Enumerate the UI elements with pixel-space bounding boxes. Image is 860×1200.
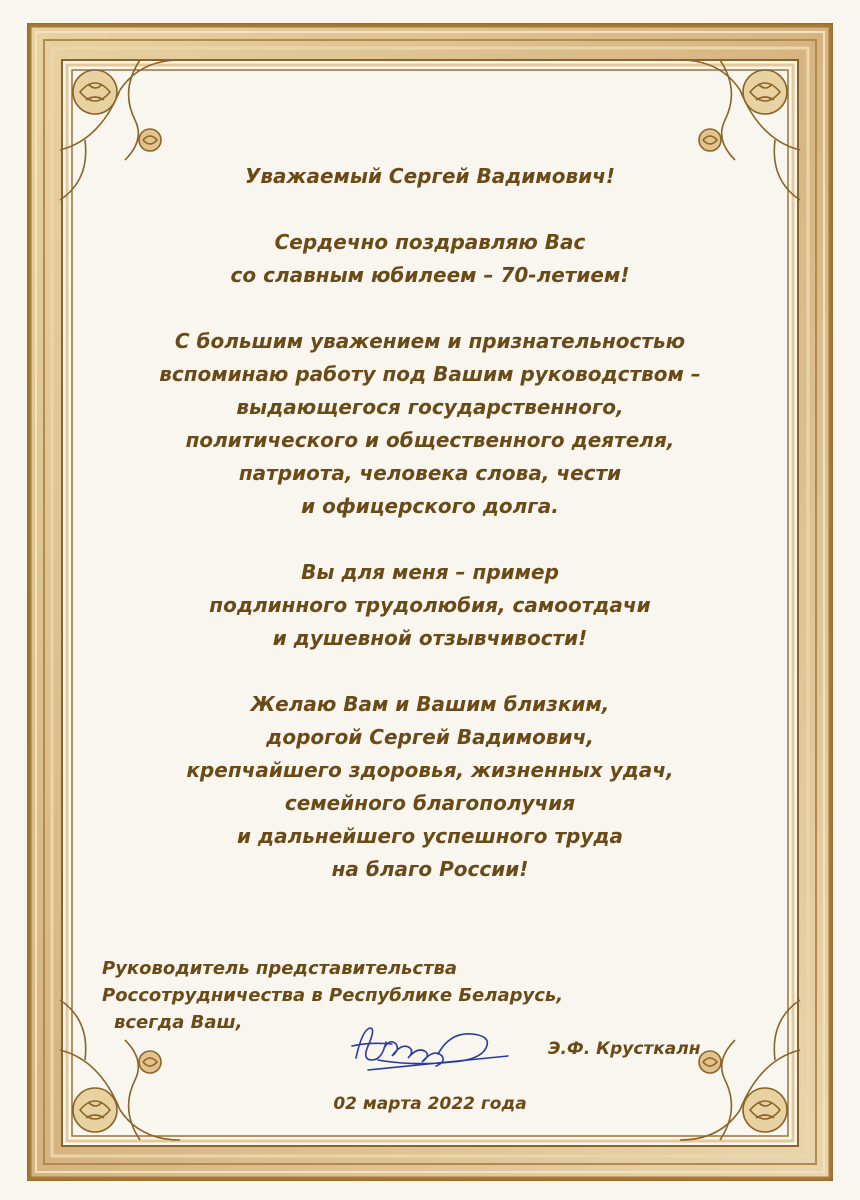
text-line: патриота, человека слова, чести — [238, 461, 622, 485]
letter-date: 02 марта 2022 года — [333, 1094, 527, 1114]
text-line: и дальнейшего успешного труда — [236, 824, 624, 848]
text-line: и офицерского долга. — [301, 494, 559, 518]
sender-title-line: Россотрудничества в Республике Беларусь, — [102, 985, 564, 1006]
signer-name: Э.Ф. Крусткалн — [548, 1039, 701, 1059]
text-line: Сердечно поздравляю Вас — [274, 230, 586, 254]
paragraph-wishes — [100, 688, 760, 886]
sender-title-line: Руководитель представительства — [102, 958, 458, 979]
text-line: крепчайшего здоровья, жизненных удач, — [186, 758, 674, 782]
letter-body — [100, 160, 760, 919]
text-line: семейного благополучия — [284, 791, 576, 815]
text-line: подлинного трудолюбия, самоотдачи — [209, 593, 651, 617]
paragraph-congratulations — [100, 226, 760, 292]
text-line: Желаю Вам и Вашим близким, — [250, 692, 610, 716]
paragraph-gratitude — [100, 325, 760, 523]
paragraph-example — [100, 556, 760, 655]
greeting: Уважаемый Сергей Вадимович! — [244, 164, 615, 188]
corner-ornament-bottom-right — [680, 1000, 800, 1140]
text-line: дорогой Сергей Вадимович, — [266, 725, 594, 749]
valediction: всегда Ваш, — [114, 1012, 243, 1033]
text-line: на благо России! — [331, 857, 529, 881]
text-line: политического и общественного деятеля, — [185, 428, 675, 452]
text-line: выдающегося государственного, — [236, 395, 624, 419]
text-line: и душевной отзывчивости! — [272, 626, 588, 650]
text-line: С большим уважением и признательностью — [174, 329, 686, 353]
text-line: вспоминаю работу под Вашим руководством – — [159, 362, 701, 386]
text-line: Вы для меня – пример — [301, 560, 559, 584]
handwritten-signature — [348, 1018, 518, 1078]
text-line: со славным юбилеем – 70-летием! — [230, 263, 630, 287]
